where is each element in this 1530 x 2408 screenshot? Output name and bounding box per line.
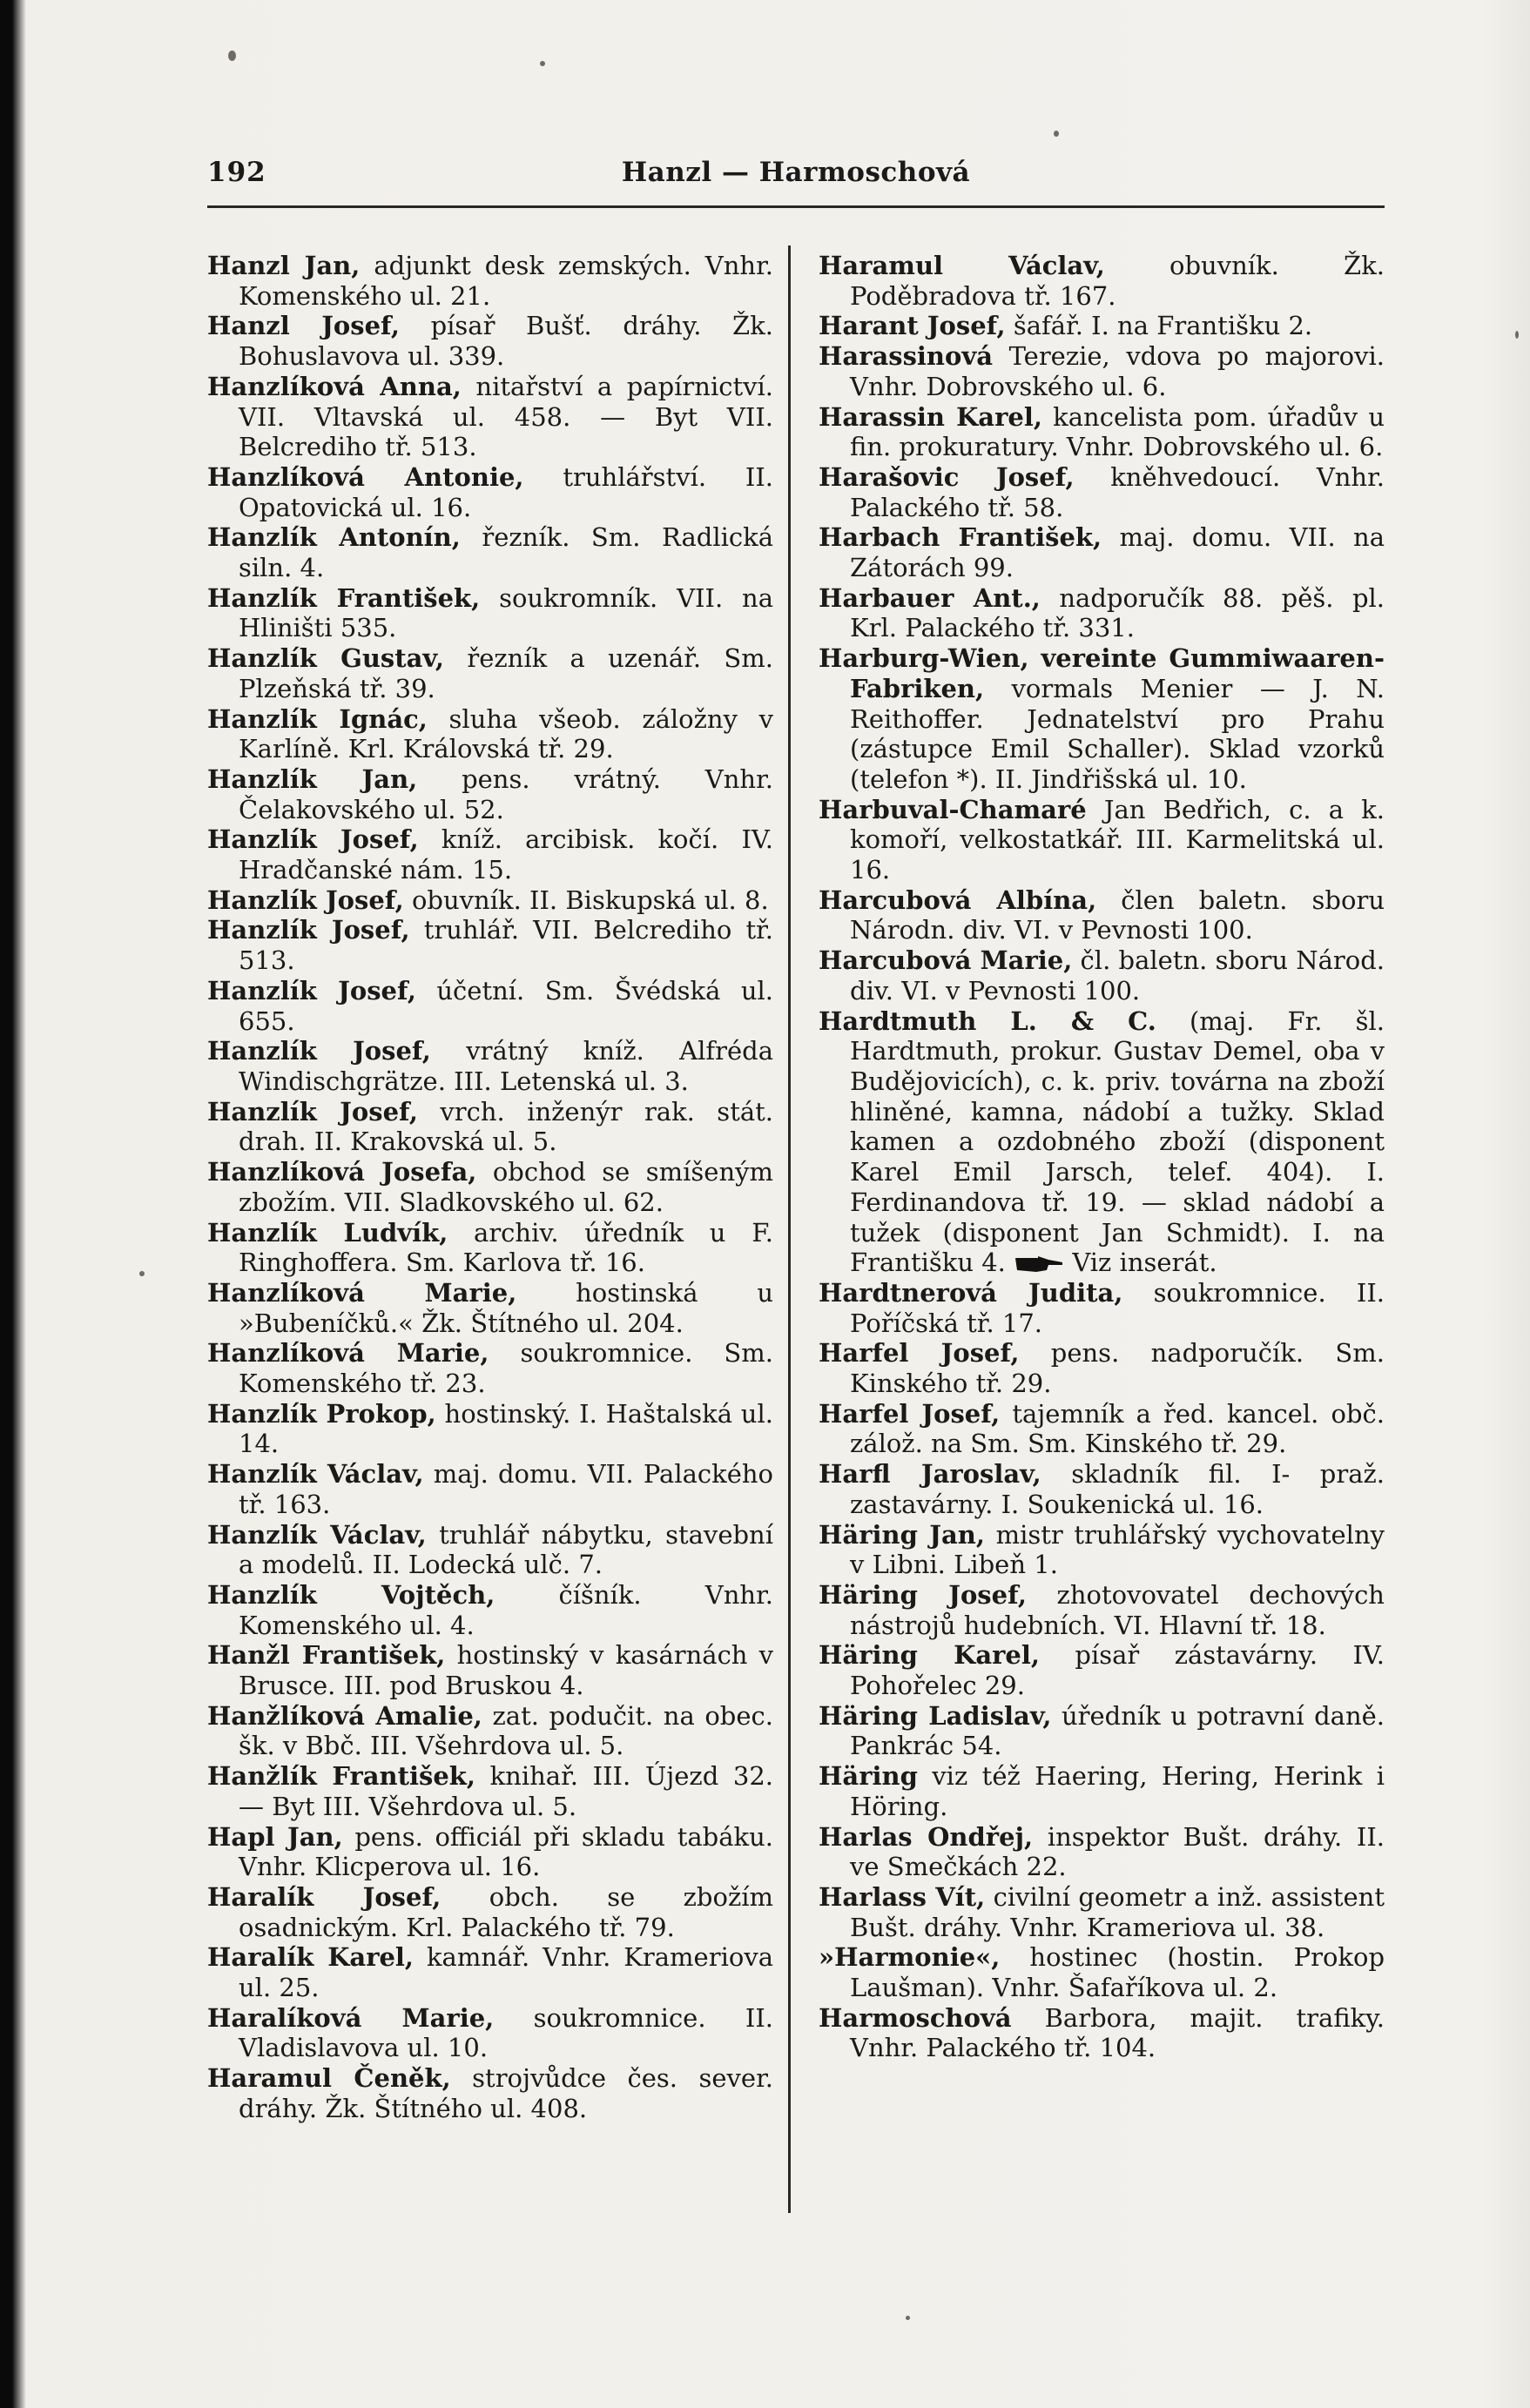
entry-name: Hanžl František, [207,1640,446,1671]
entry-details: hostinská u »Bubeníčků.« Žk. Štítného ul. 204. [239,1277,773,1338]
entry-name: Häring Josef, [819,1579,1028,1610]
entry-details: soukromnice. Sm. Komenského tř. 23. [239,1338,773,1399]
entry-details: truhlář. VII. Belcrediho tř. 513. [239,915,773,976]
entry-name: Hanzl Josef, [207,311,400,341]
entry-name: Hanzlík Josef, [207,885,404,915]
entry-details: obch. se zbožím osadnickým. Krl. Palackého tř. 79. [239,1881,774,1942]
entry-details: adjunkt desk zemských. Vnhr. Komenského ul. 21. [239,251,774,311]
directory-entry [819,462,1385,522]
entry-name: Harant Josef, [819,311,1006,341]
entry-details: řezník a uzenář. Sm. Plzeňská tř. 39. [239,643,773,703]
entry-name: Hanzlík Václav, [207,1459,424,1490]
entry-details: číšník. Vnhr. Komenského ul. 4. [239,1579,774,1640]
entry-details: mistr truhlářský vychovatelny v Libni. Libeň 1. [850,1519,1385,1580]
entry-name: Hanzlík Ludvík, [207,1217,448,1248]
entry-details: inspektor Bušt. dráhy. II. ve Smečkách 22. [850,1821,1385,1882]
directory-entry [207,1701,773,1761]
entry-name: Hanzlík Václav, [207,1519,427,1550]
entry-details: hostinský. I. Haštalská ul. 14. [239,1398,773,1459]
entry-details: kníž. arcibisk. kočí. IV. Hradčanské nám. 15. [239,824,773,885]
entry-name: Häring [819,1761,918,1792]
entry-details: strojvůdce čes. sever. dráhy. Žk. Štítného ul. 408. [239,2063,773,2123]
entry-details: kancelista pom. úřadův u fin. prokuratury. Vnhr. Dobrovského ul. 6. [850,401,1385,462]
entry-name: »Harmonie«, [819,1942,1001,1973]
directory-entry [819,1701,1385,1761]
directory-entry [819,1338,1385,1398]
entry-name: Harašovic Josef, [819,461,1075,492]
directory-entry [207,583,773,643]
entry-details: šafář. I. na Františku 2. [1013,311,1313,341]
entry-name: Hardtnerová Judita, [819,1277,1123,1308]
directory-entry [819,311,1385,341]
entry-details: sluha všeob. záložny v Karlíně. Krl. Královská tř. 29. [239,703,773,764]
paper-speck [906,2316,910,2320]
directory-entry [207,1278,773,1338]
header-rule [207,205,1385,208]
entry-name: Hanzlíková Josefa, [207,1157,477,1187]
entry-details: truhlářství. II. Opatovická ul. 16. [239,461,774,522]
directory-entry [207,1097,773,1157]
entry-name: Haramul Čeněk, [207,2063,451,2094]
page-number: 192 [207,157,266,188]
entry-name: Harlas Ondřej, [819,1821,1034,1852]
entry-name: Harmoschová [819,2002,1012,2033]
right-column [819,251,1385,2063]
directory-entry [207,251,773,311]
directory-entry [819,402,1385,462]
entry-name: Hanzlík Ignác, [207,703,428,734]
directory-entry [819,1640,1385,1700]
entry-details: civilní geometr a inž. assistent Bušt. dráhy. Vnhr. Krameriova ul. 38. [850,1881,1385,1942]
column-divider [788,246,791,2213]
entry-details: Barbora, majit. trafiky. Vnhr. Palackého tř. 104. [850,2002,1385,2063]
entry-details: účetní. Sm. Švédská ul. 655. [239,975,774,1036]
directory-entry [207,1459,773,1519]
entry-name: Hanžlík František, [207,1761,475,1792]
directory-entry [819,1399,1385,1459]
directory-entry [207,704,773,764]
entry-details: člen baletn. sboru Národn. div. VI. v Pevnosti 100. [850,885,1385,945]
entry-details: viz též Haering, Hering, Herink i Höring. [850,1761,1385,1821]
entry-name: Haralík Karel, [207,1942,415,1973]
directory-entry [819,583,1385,643]
entry-name: Harfl Jaroslav, [819,1459,1041,1490]
entry-details: zat. podučit. na obec. šk. v Bbč. III. Všehrdova ul. 5. [239,1700,773,1761]
entry-name: Hanzlíková Anna, [207,371,462,401]
paper-speck [1515,331,1519,339]
entry-name: Hanzlík Josef, [207,975,416,1006]
directory-entry [207,1640,773,1700]
entry-name: Hanzlík Josef, [207,1036,431,1066]
entry-details: Jan Bedřich, c. a k. komoří, velkostatkář. III. Karmelitská ul. 16. [850,794,1385,885]
directory-entry [207,2063,773,2123]
entry-details: obuvník. Žk. Poděbradova tř. 167. [850,251,1385,311]
directory-entry [819,1761,1385,1821]
running-title: Hanzl — Harmoschová [621,157,971,188]
entry-details: nadporučík 88. pěš. pl. Krl. Palackého tř. 331. [850,582,1385,643]
directory-entry [819,1822,1385,1882]
entry-name: Harbauer Ant., [819,582,1041,613]
directory-entry [819,1942,1385,2002]
directory-entry [207,1338,773,1398]
entry-name: Harassinová [819,341,993,372]
directory-entry [819,251,1385,311]
entry-name: Hanžlíková Amalie, [207,1700,482,1731]
entry-details: vormals Menier — J. N. Reithoffer. Jednatelství pro Prahu (zástupce Emil Schaller). Sklad vzorků (telefon *). II. Jindřišská ul. 10. [850,673,1385,794]
entry-details: hostinec (hostin. Prokop Laušman). Vnhr. Šafaříkova ul. 2. [850,1942,1385,2003]
directory-entry [819,1882,1385,1942]
directory-entry [207,1580,773,1640]
entry-name: Harassin Karel, [819,401,1042,432]
directory-entry [819,885,1385,945]
directory-entry [207,1761,773,1821]
entry-details: vrátný kníž. Alfréda Windischgrätze. III. Letenská ul. 3. [239,1036,773,1096]
directory-entry [207,462,773,522]
entry-details: pens. officiál při skladu tabáku. Vnhr. Klicperova ul. 16. [239,1821,773,1882]
entry-name: Harcubová Marie, [819,945,1073,976]
entry-name: Häring Ladislav, [819,1700,1052,1731]
entry-details: soukromnice. II. Vladislavova ul. 10. [239,2002,773,2063]
directory-entry [207,1942,773,2002]
paper-speck [540,61,545,66]
entry-name: Hanzlík Josef, [207,824,419,855]
directory-entry [207,1882,773,1942]
directory-entry [207,1822,773,1882]
entry-name: Haralík Josef, [207,1881,441,1912]
entry-details: pens. vrátný. Vnhr. Čelakovského ul. 52. [239,763,773,824]
entry-name: Hapl Jan, [207,1821,343,1852]
directory-entry [819,341,1385,401]
directory-entry [819,1580,1385,1640]
entry-details: písař zástavárny. IV. Pohořelec 29. [850,1640,1385,1701]
entry-name: Hanzlíková Marie, [207,1338,489,1369]
directory-entry [207,915,773,975]
entry-details: zhotovovatel dechových nástrojů hudebních. VI. Hlavní tř. 18. [850,1579,1385,1640]
entry-details: řezník. Sm. Radlická siln. 4. [239,522,773,583]
directory-entry [207,764,773,824]
entry-name: Hanzlík Josef, [207,1096,418,1127]
directory-entry [819,1006,1385,1278]
entry-details: truhlář nábytku, stavební a modelů. II. Lodecká ulč. 7. [239,1519,773,1580]
entry-name: Hanzlík František, [207,582,481,613]
entry-name: Harfel Josef, [819,1398,1001,1429]
entry-name: Harlass Vít, [819,1881,986,1912]
directory-entry [819,945,1385,1006]
entry-details: kamnář. Vnhr. Krameriova ul. 25. [239,1942,773,2003]
page-header [207,157,1385,195]
entry-name: Harcubová Albína, [819,885,1097,915]
entry-name: Haramul Václav, [819,251,1105,280]
entry-name: Hanzl Jan, [207,251,361,280]
directory-entry [207,976,773,1036]
entry-name: Hanzlík Josef, [207,915,410,945]
directory-entry [207,1520,773,1580]
pointing-hand-icon [1014,1254,1064,1274]
entry-details: Terezie, vdova po majorovi. Vnhr. Dobrovského ul. 6. [850,341,1385,401]
entry-details: písař Bušť. dráhy. Žk. Bohuslavova ul. 339. [239,311,774,372]
entry-details: pens. nadporučík. Sm. Kinského tř. 29. [850,1338,1385,1399]
entry-details: skladník fil. I- praž. zastavárny. I. Soukenická ul. 16. [850,1459,1385,1519]
entry-details: (maj. Fr. šl. Hardtmuth, prokur. Gustav Demel, oba v Budějovicích), c. k. priv. továrna na zboží hliněné, kamna, nádobí a tužky. Sklad kamen a ozdobného zboží (disponent Karel Emil Jarsch, telef. 404). I. Ferdinandova tř. 19. — sklad nádobí a tužek (disponent Jan Schmidt). I. na Františku 4. [850,1006,1385,1278]
directory-entry [207,1218,773,1278]
entry-name: Häring Karel, [819,1640,1040,1671]
entry-name: Harbuval-Chamaré [819,794,1087,824]
paper-speck [139,1271,145,1276]
directory-entry [207,1399,773,1459]
entry-details: soukromnice. II. Poříčská tř. 17. [850,1277,1385,1338]
entry-note: Viz inserát. [1072,1248,1217,1278]
directory-entry [819,795,1385,885]
entry-name: Hanzlík Antonín, [207,522,461,553]
entry-name: Harbach František, [819,522,1102,553]
entry-name: Haralíková Marie, [207,2002,495,2033]
entry-name: Hanzlík Prokop, [207,1398,436,1429]
entry-details: úředník u potravní daně. Pankrác 54. [850,1700,1385,1761]
entry-details: vrch. inženýr rak. stát. drah. II. Krakovská ul. 5. [239,1096,774,1157]
entry-details: hostinský v kasárnách v Brusce. III. pod Bruskou 4. [239,1640,774,1701]
entry-name: Häring Jan, [819,1519,985,1550]
entry-details: soukromník. VII. na Hliništi 535. [239,582,773,643]
directory-entry [819,2003,1385,2063]
paper-speck [228,50,236,61]
paper-speck [1054,131,1059,137]
entry-details: maj. domu. VII. na Zátorách 99. [850,522,1385,583]
entry-name: Hanzlík Vojtěch, [207,1579,495,1610]
directory-entry [819,522,1385,582]
entry-name: Harburg-Wien, vereinte Gummiwaaren-Fabriken, [819,643,1385,703]
entry-details: knihař. III. Újezd 32. — Byt III. Všehrdova ul. 5. [239,1761,774,1821]
directory-entry [819,1278,1385,1338]
directory-entry [207,643,773,703]
directory-entry [207,885,773,916]
entry-details: obuvník. II. Biskupská ul. 8. [411,885,769,915]
entry-details: čl. baletn. sboru Národ. div. VI. v Pevnosti 100. [850,945,1385,1006]
entry-details: obchod se smíšeným zbožím. VII. Sladkovského ul. 62. [239,1157,774,1217]
entry-name: Hanzlík Jan, [207,763,418,794]
entry-name: Hanzlík Gustav, [207,643,445,674]
directory-entry [207,824,773,885]
entry-details: archiv. úředník u F. Ringhoffera. Sm. Karlova tř. 16. [239,1217,774,1278]
entry-details: nitařství a papírnictví. VII. Vltavská ul. 458. — Byt VII. Belcrediho tř. 513. [239,371,773,462]
directory-entry [819,1520,1385,1580]
entry-name: Harfel Josef, [819,1338,1020,1369]
entry-details: kněhvedoucí. Vnhr. Palackého tř. 58. [850,461,1385,522]
entry-name: Hanzlíková Antonie, [207,461,524,492]
directory-entry [207,372,773,462]
directory-entry [207,1157,773,1217]
entry-details: tajemník a řed. kancel. obč. zálož. na Sm. Sm. Kinského tř. 29. [850,1398,1385,1459]
directory-entry [207,522,773,582]
entry-name: Hardtmuth L. & C. [819,1006,1156,1036]
entry-name: Hanzlíková Marie, [207,1277,517,1308]
directory-entry [819,1459,1385,1519]
directory-entry [207,1036,773,1096]
directory-entry [207,2003,773,2063]
left-column [207,251,773,2124]
entry-details: maj. domu. VII. Palackého tř. 163. [239,1459,773,1519]
directory-entry [207,311,773,371]
directory-entry [819,643,1385,795]
